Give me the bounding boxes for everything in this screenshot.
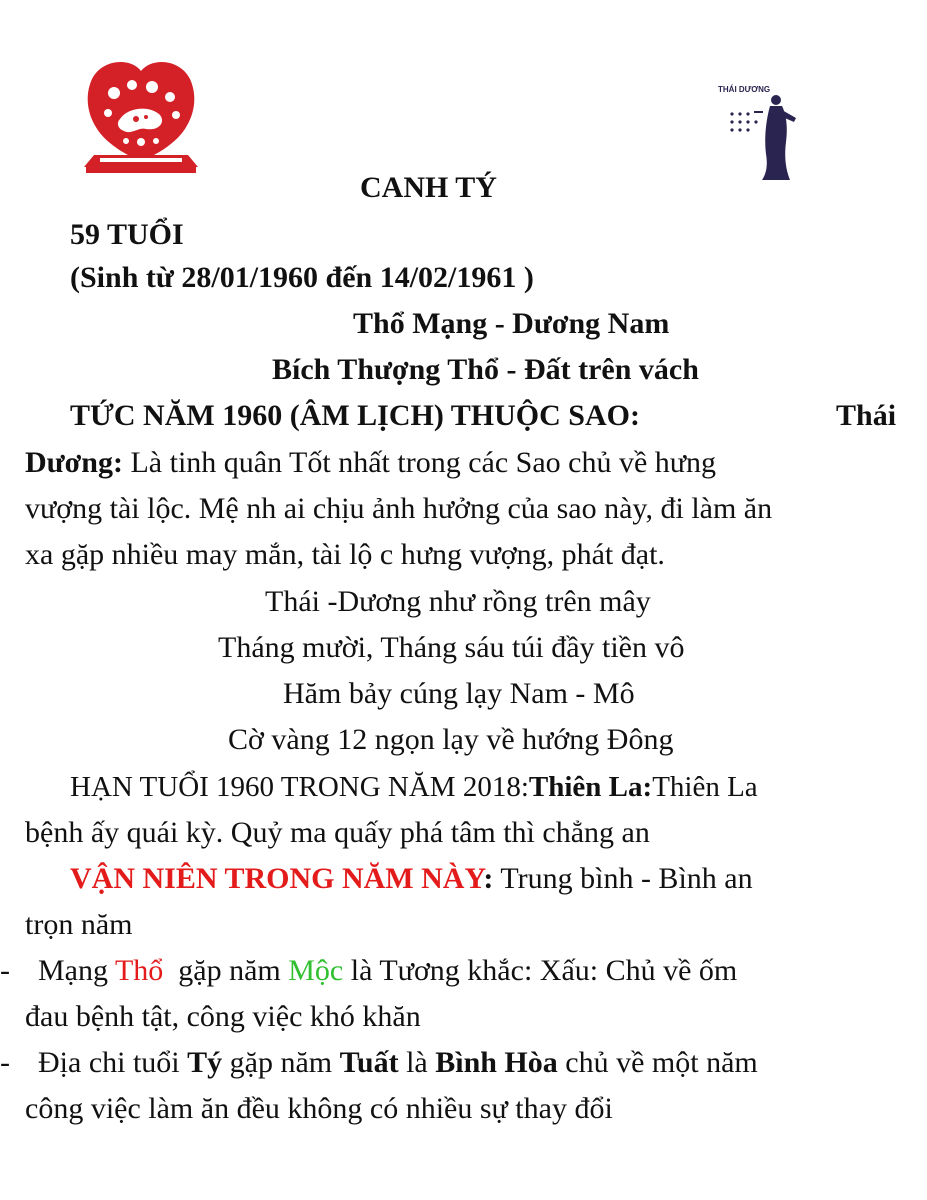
van-nien-colon: : bbox=[483, 862, 494, 895]
star-name-part2: Dương: bbox=[25, 446, 123, 479]
year-tuat: Tuất bbox=[339, 1046, 399, 1079]
star-desc-line3: xa gặp nhiều may mắn, tài lộ c hưng vượng, phát đạt. bbox=[25, 538, 665, 571]
bullet-1-text: gặp năm bbox=[163, 954, 289, 987]
star-line-1 bbox=[25, 444, 716, 482]
menh-element: Thổ bbox=[114, 954, 164, 987]
han-name: Thiên La: bbox=[528, 771, 653, 803]
bullet-dash: - bbox=[0, 1046, 10, 1079]
van-nien-value: Trung bình - Bình an bbox=[500, 862, 753, 895]
han-prefix: HẠN TUỔI 1960 TRONG NĂM 2018: bbox=[70, 771, 529, 803]
thai-duong-deity-logo bbox=[716, 80, 800, 182]
star-name-part1: Thái bbox=[836, 399, 897, 432]
star-desc-line2: vượng tài lộc. Mệ nh ai chịu ảnh hưởng của sao này, đi làm ăn bbox=[25, 492, 773, 525]
bullet-1-text: là Tương khắc: Xấu: Chủ về ốm bbox=[343, 954, 738, 987]
age-label: 59 TUỔI bbox=[70, 218, 184, 251]
poem-line: Cờ vàng 12 ngọn lạy về hướng Đông bbox=[228, 723, 674, 756]
bullet-2-text: Địa chi tuổi bbox=[38, 1046, 188, 1079]
bullet-dash: - bbox=[0, 954, 10, 987]
bullet-2-text: là bbox=[398, 1046, 436, 1079]
birth-range: (Sinh từ 28/01/1960 đến 14/02/1961 ) bbox=[70, 261, 534, 294]
bullet-2-text: chủ về một năm bbox=[557, 1046, 758, 1079]
thai-duong-logo-text: THÁI DƯƠNG bbox=[718, 85, 771, 94]
napam-label: Bích Thượng Thổ - Đất trên vách bbox=[272, 353, 699, 386]
bullet-2-text: gặp năm bbox=[222, 1046, 340, 1079]
star-desc-line1: Là tinh quân Tốt nhất trong các Sao chủ về hưng bbox=[130, 446, 717, 479]
poem-line: Tháng mười, Tháng sáu túi đầy tiền vô bbox=[218, 631, 685, 664]
bullet-2-line2: công việc làm ăn đều không có nhiều sự thay đổi bbox=[25, 1092, 613, 1125]
van-nien-label: VẬN NIÊN TRONG NĂM NÀY bbox=[70, 862, 484, 895]
van-nien-line2: trọn năm bbox=[25, 908, 133, 941]
bullet-1-text: Mạng bbox=[38, 954, 115, 987]
red-rat-papercut-logo bbox=[80, 57, 202, 175]
binh-hoa: Bình Hòa bbox=[435, 1046, 558, 1079]
menh-label: Thổ Mạng - Dương Nam bbox=[353, 307, 670, 340]
van-nien-line bbox=[70, 860, 753, 898]
bullet-1-line1 bbox=[38, 952, 737, 990]
bullet-1-line2: đau bệnh tật, công việc khó khăn bbox=[25, 1000, 421, 1033]
han-line-1 bbox=[70, 768, 758, 806]
han-desc: Thiên La bbox=[652, 771, 758, 803]
year-element: Mộc bbox=[288, 954, 344, 987]
title: CANH TÝ bbox=[360, 171, 497, 204]
dia-chi-ty: Tý bbox=[187, 1046, 223, 1079]
star-heading: TỨC NĂM 1960 (ÂM LỊCH) THUỘC SAO: bbox=[70, 399, 640, 432]
poem-line: Thái -Dương như rồng trên mây bbox=[265, 585, 651, 618]
poem-line: Hăm bảy cúng lạy Nam - Mô bbox=[283, 677, 635, 710]
bullet-2-line1 bbox=[38, 1044, 758, 1082]
han-line-2: bệnh ấy quái kỳ. Quỷ ma quấy phá tâm thì chẳng an bbox=[25, 816, 650, 849]
